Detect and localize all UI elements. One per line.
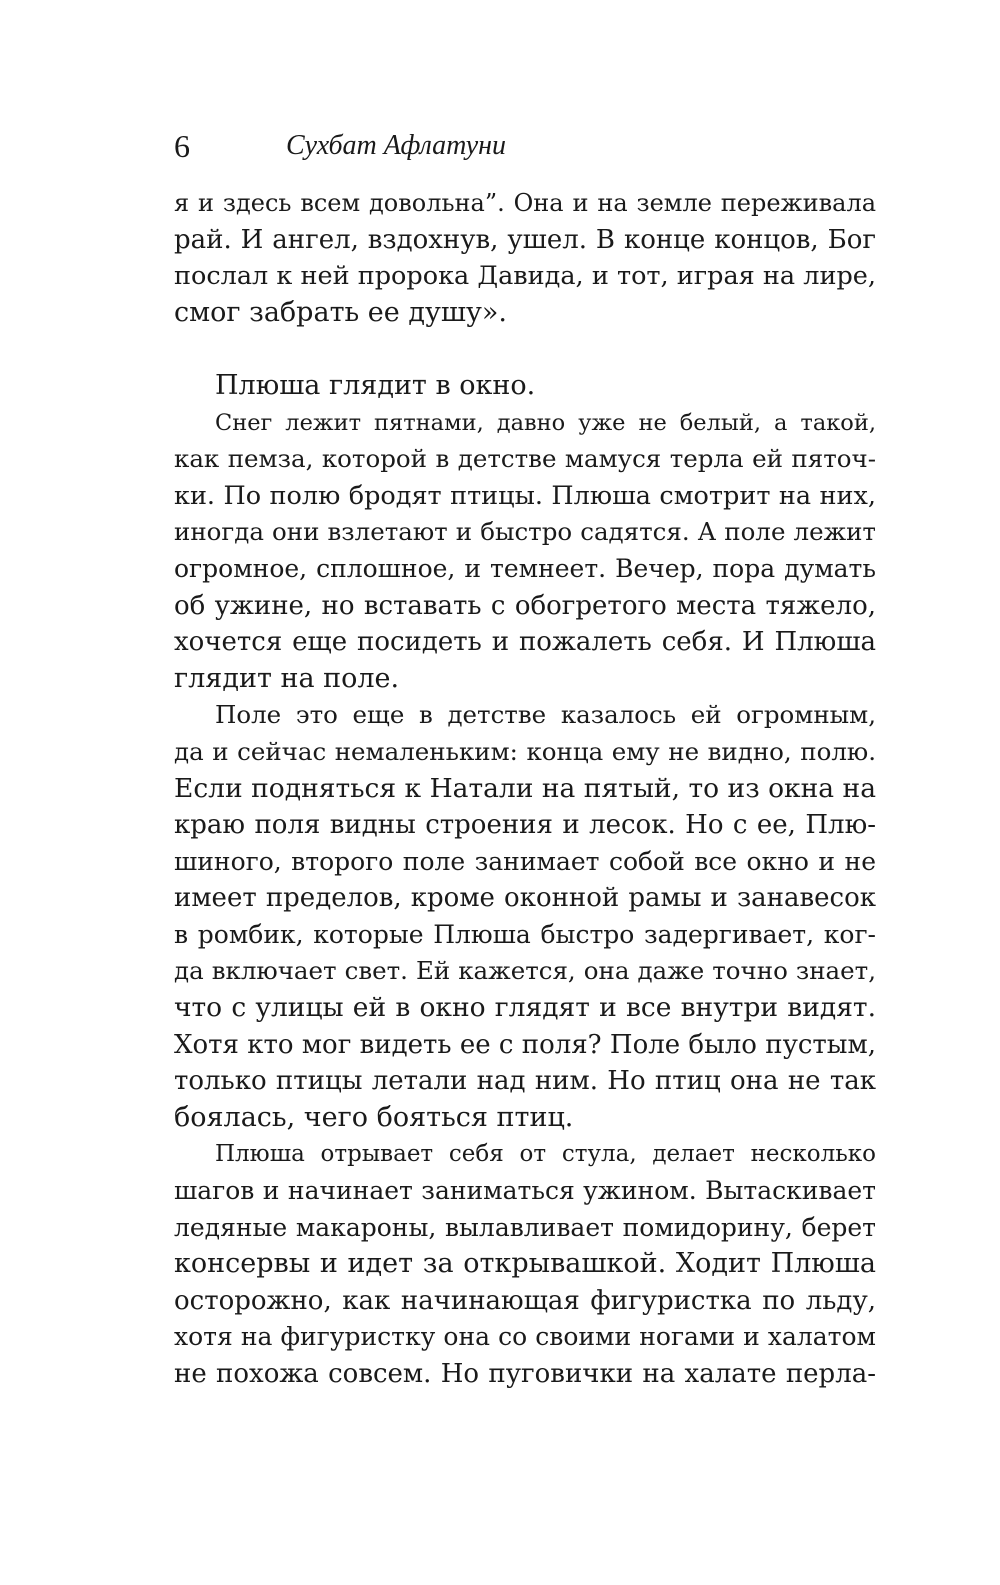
text-line: осторожно, как начинающая фигуристка по льду, — [174, 1285, 876, 1316]
text-line: я и здесь всем довольна”. Она и на земле переживала — [174, 189, 876, 217]
text-line: шагов и начинает заниматься ужином. Вытаскивает — [174, 1176, 876, 1206]
text-line: консервы и идет за открывашкой. Ходит Плюша — [174, 1248, 876, 1280]
text-line: послал к ней пророка Давида, и тот, играя на лире, — [174, 261, 876, 292]
text-line: ледяные макароны, вылавливает помидорину, берет — [174, 1212, 876, 1242]
text-line: хочется еще посидеть и пожалеть себя. И Плюша — [174, 627, 876, 658]
text-line: что с улицы ей в окно глядят и все внутри видят. — [174, 992, 876, 1024]
text-line: шиного, второго поле занимает собой все окно и не — [174, 846, 876, 876]
text-line: имеет пределов, кроме оконной рамы и занавесок — [174, 883, 876, 914]
running-head-author: Сухбат Афлатуни — [286, 130, 507, 161]
page-number: 6 — [174, 128, 190, 164]
text-line: как пемза, которой в детстве мамуся терла ей пяточ- — [174, 444, 876, 474]
text-line: Плюша глядит в окно. — [215, 369, 536, 401]
text-line: глядит на поле. — [174, 662, 400, 694]
text-line: да включает свет. Ей кажется, она даже точно знает, — [174, 956, 876, 986]
text-line: об ужине, но вставать с обогретого места тяжело, — [174, 590, 876, 621]
text-line: огромное, сплошное, и темнеет. Вечер, пора думать — [174, 553, 876, 583]
text-line: рай. И ангел, вздохнув, ушел. В конце концов, Бог — [174, 224, 876, 255]
text-line: да и сейчас немаленьким: конца ему не видно, полю. — [174, 736, 876, 766]
text-line: Поле это еще в детстве казалось ей огромным, — [215, 700, 876, 730]
text-line: боялась, чего бояться птиц. — [174, 1101, 574, 1133]
text-line: иногда они взлетают и быстро садятся. А поле лежит — [174, 517, 876, 547]
text-line: Снег лежит пятнами, давно уже не белый, а такой, — [215, 409, 876, 436]
text-line: в ромбик, которые Плюша быстро задергивает, ког- — [174, 919, 876, 949]
text-line: только птицы летали над ним. Но птиц она не так — [174, 1066, 876, 1097]
text-line: краю поля видны строения и лесок. Но с ее, Плю- — [174, 810, 876, 841]
section-break — [174, 331, 876, 368]
text-line: Плюша отрывает себя от стула, делает несколько — [215, 1141, 876, 1168]
body-text — [174, 185, 876, 1393]
text-line: Если подняться к Натали на пятый, то из окна на — [174, 772, 876, 804]
text-line: не похожа совсем. Но пуговички на халате перла- — [174, 1359, 876, 1389]
text-line: смог забрать ее душу». — [174, 296, 507, 328]
text-line: хотя на фигуристку она со своими ногами и халатом — [174, 1322, 876, 1352]
text-line: Хотя кто мог видеть ее с поля? Поле было пустым, — [174, 1029, 876, 1060]
text-line: ки. По полю бродят птицы. Плюша смотрит на них, — [174, 480, 876, 511]
